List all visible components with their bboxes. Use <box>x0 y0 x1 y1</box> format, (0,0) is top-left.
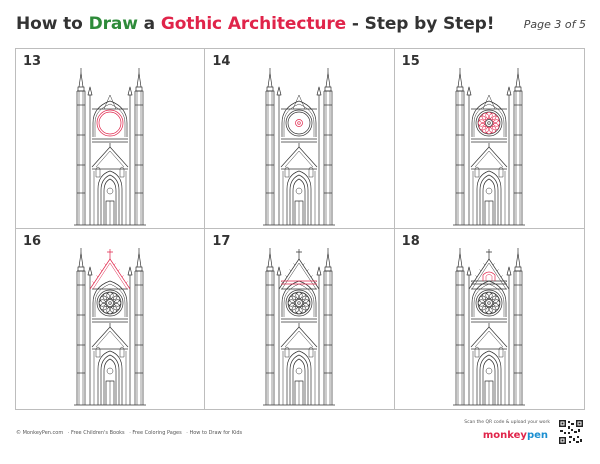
steps-grid <box>15 48 585 410</box>
cathedral-drawing-17 <box>257 245 341 407</box>
step-cell-14 <box>205 49 394 229</box>
step-number: 14 <box>212 54 231 69</box>
cathedral-drawing-14 <box>257 65 341 227</box>
step-number: 17 <box>212 234 231 249</box>
step-cell-16 <box>16 229 205 409</box>
footer-link[interactable]: © MonkeyPen.com <box>16 430 64 436</box>
cathedral-drawing-18 <box>447 245 531 407</box>
step-number: 13 <box>23 54 42 69</box>
step-cell-17 <box>205 229 394 409</box>
step-cell-15 <box>395 49 584 229</box>
page-number: Page 3 of 5 <box>523 18 586 31</box>
step-number: 15 <box>401 54 420 69</box>
cathedral-drawing-15 <box>447 65 531 227</box>
footer-link[interactable]: · Free Children's Books <box>67 430 125 436</box>
step-cell-18 <box>395 229 584 409</box>
qr-code-icon[interactable] <box>558 419 584 445</box>
footer-link[interactable]: · Free Coloring Pages <box>129 430 182 436</box>
scan-instruction: Scan the QR code & upload your work <box>464 420 550 425</box>
step-number: 18 <box>401 234 420 249</box>
step-cell-13 <box>16 49 205 229</box>
cathedral-drawing-16 <box>68 245 152 407</box>
monkeypen-logo: monkeypen <box>482 430 548 441</box>
step-number: 16 <box>23 234 42 249</box>
footer-link[interactable]: · How to Draw for Kids <box>186 430 243 436</box>
cathedral-drawing-13 <box>68 65 152 227</box>
page-title: How to Draw a Gothic Architecture - Step by Step! <box>16 14 495 34</box>
footer-links <box>16 430 245 436</box>
